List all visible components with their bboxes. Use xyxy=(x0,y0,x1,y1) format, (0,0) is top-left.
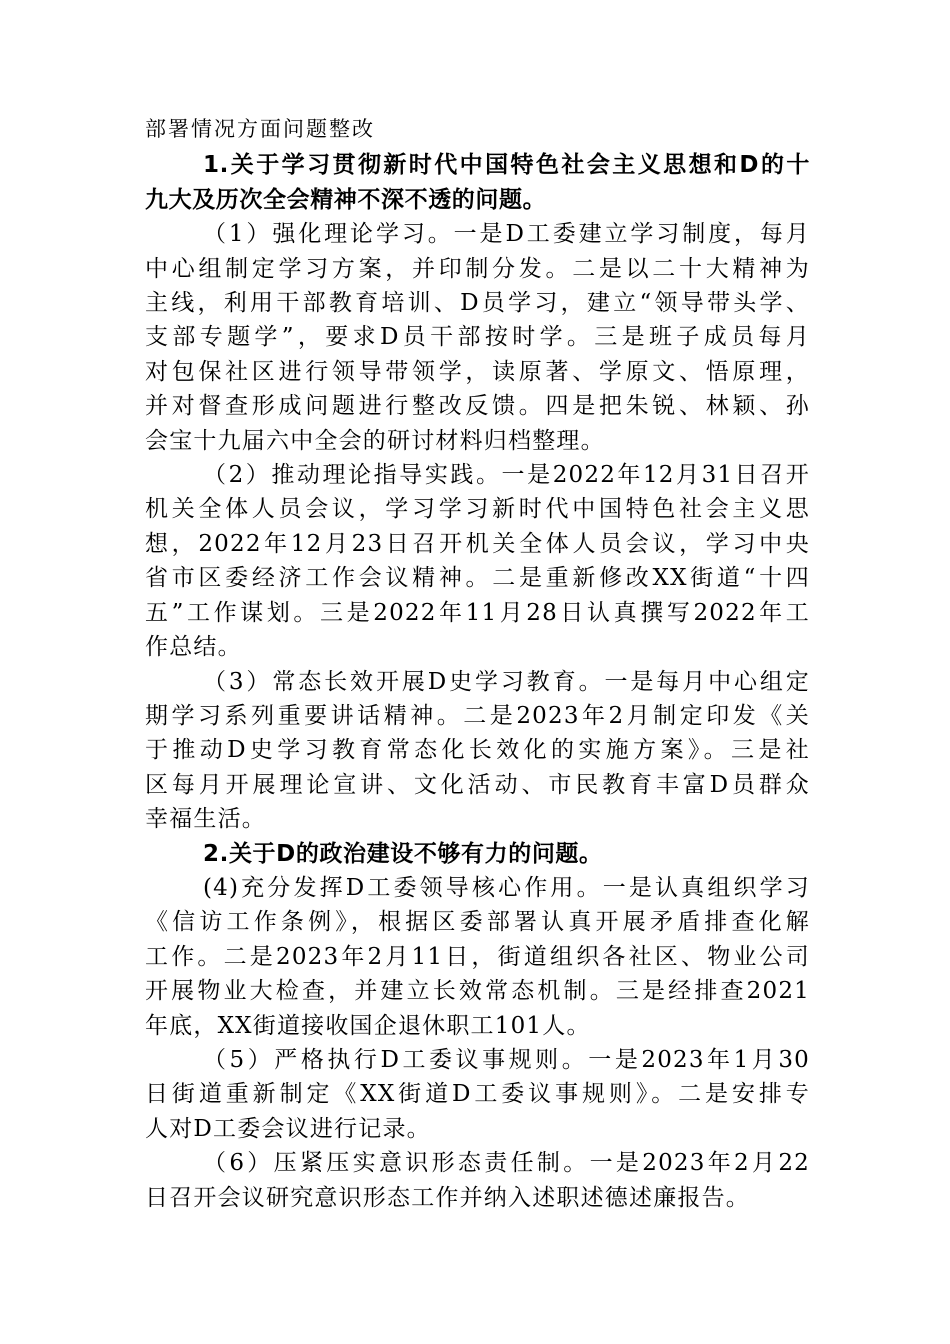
document-page xyxy=(145,112,810,1215)
paragraph-line: 对包保社区进行领导带领学，读原著、学原文、悟原理， xyxy=(145,358,810,385)
paragraph-line: 工作。二是2023年2月11日，街道组织各社区、物业公司 xyxy=(145,943,810,970)
paragraph-line: （3）常态长效开展D史学习教育。一是每月中心组定 xyxy=(203,668,810,695)
title-line: 九大及历次全会精神不深不透的问题。 xyxy=(145,186,547,213)
paragraph-line: （6）压紧压实意识形态责任制。一是2023年2月22 xyxy=(203,1150,810,1177)
paragraph-line: （5）严格执行D工委议事规则。一是2023年1月30 xyxy=(203,1046,810,1073)
paragraph-2 xyxy=(145,458,810,664)
paragraph-line: 省市区委经济工作会议精神。二是重新修改XX街道“十四 xyxy=(145,565,810,592)
paragraph-line: 作总结。 xyxy=(145,634,242,661)
paragraph-line: 支部专题学”，要求D员干部按时学。三是班子成员每月 xyxy=(145,324,810,351)
paragraph-line: 《信访工作条例》，根据区委部署认真开展矛盾排查化解 xyxy=(145,909,810,936)
title-line: 2.关于D的政治建设不够有力的问题。 xyxy=(203,840,603,867)
paragraph-5 xyxy=(145,1043,810,1146)
paragraph-line: 期学习系列重要讲话精神。二是2023年2月制定印发《关 xyxy=(145,702,810,729)
paragraph-line: 中心组制定学习方案，并印制分发。二是以二十大精神为 xyxy=(145,255,810,282)
section1-title xyxy=(145,148,810,217)
paragraph-line: 区每月开展理论宣讲、文化活动、市民教育丰富D员群众 xyxy=(145,771,810,798)
paragraph-line: 机关全体人员会议，学习学习新时代中国特色社会主义思 xyxy=(145,496,810,523)
paragraph-line: 日街道重新制定《XX街道D工委议事规则》。二是安排专 xyxy=(145,1081,810,1108)
paragraph-line: 日召开会议研究意识形态工作并纳入述职述德述廉报告。 xyxy=(145,1184,750,1211)
paragraph-line: 想，2022年12月23日召开机关全体人员会议，学习中央 xyxy=(145,530,810,557)
paragraph-line: (4)充分发挥D工委领导核心作用。一是认真组织学习 xyxy=(203,874,810,901)
paragraph-6 xyxy=(145,1146,810,1215)
paragraph-line: 年底，XX街道接收国企退休职工101人。 xyxy=(145,1012,591,1039)
paragraph-line: 会宝十九届六中全会的研讨材料归档整理。 xyxy=(145,427,605,454)
paragraph-line: 幸福生活。 xyxy=(145,806,266,833)
paragraph-3 xyxy=(145,665,810,837)
paragraph-line: 五”工作谋划。三是2022年11月28日认真撰写2022年工 xyxy=(145,599,810,626)
section2-title xyxy=(145,837,810,871)
title-line: 1.关于学习贯彻新时代中国特色社会主义思想和D的十 xyxy=(203,152,810,179)
paragraph-line: （1）强化理论学习。一是D工委建立学习制度，每月 xyxy=(203,221,810,248)
paragraph-line: 人对D工委会议进行记录。 xyxy=(145,1115,431,1142)
paragraph-line: 开展物业大检查，并建立长效常态机制。三是经排查2021 xyxy=(145,978,810,1005)
paragraph-line: （2）推动理论指导实践。一是2022年12月31日召开 xyxy=(203,462,810,489)
paragraph-line: 并对督查形成问题进行整改反馈。四是把朱锐、林颖、孙 xyxy=(145,393,810,420)
paragraph-4 xyxy=(145,871,810,1043)
paragraph-line: 于推动D史学习教育常态化长效化的实施方案》。三是社 xyxy=(145,737,810,764)
paragraph-1 xyxy=(145,217,810,458)
paragraph-line: 主线，利用干部教育培训、D员学习，建立“领导带头学、 xyxy=(145,290,810,317)
section-heading: 部署情况方面问题整改 xyxy=(145,117,375,141)
